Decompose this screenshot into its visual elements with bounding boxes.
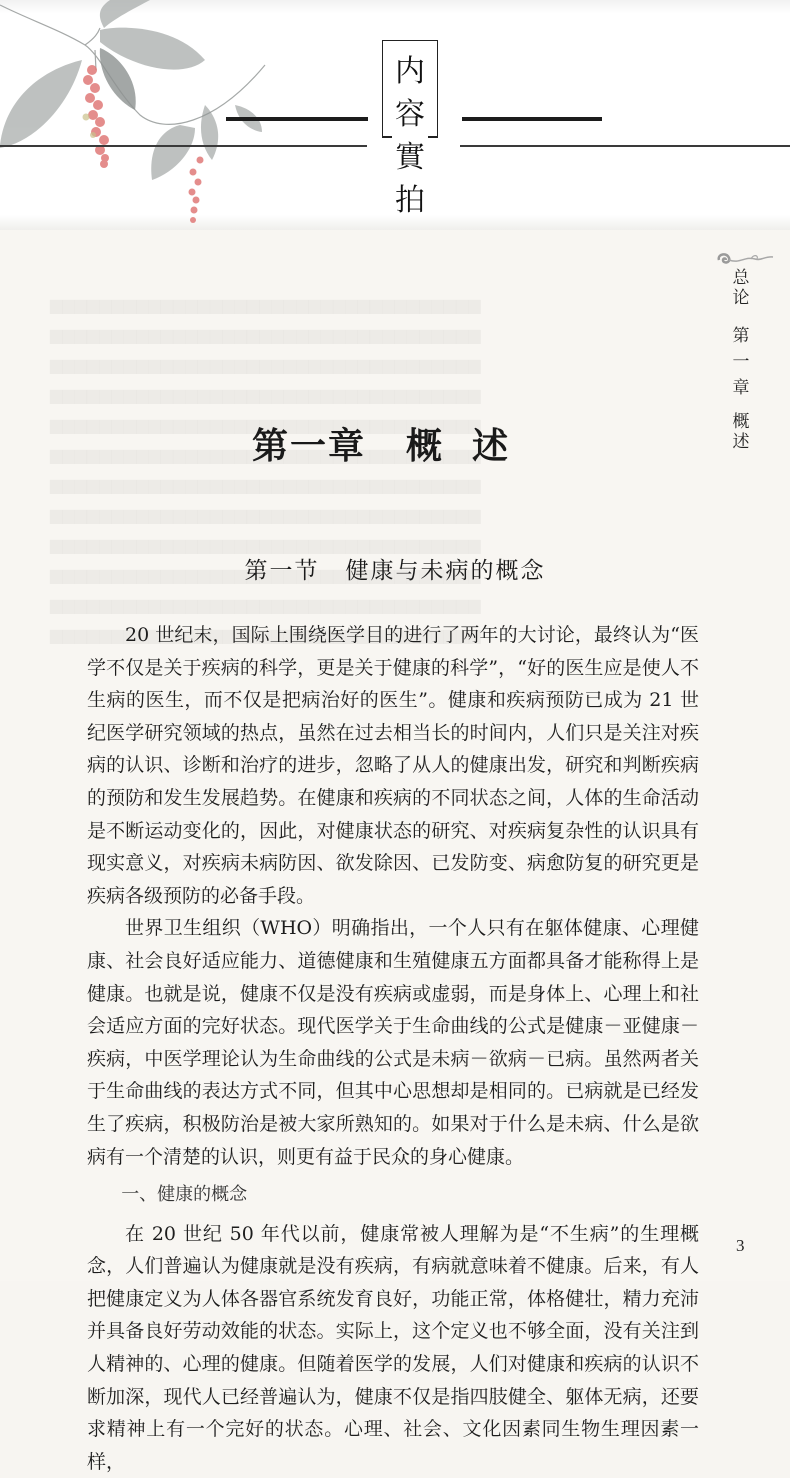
running-head-char: 章 bbox=[732, 378, 750, 398]
bleed-through-text bbox=[50, 290, 690, 650]
header-title bbox=[389, 50, 431, 222]
header-title-char: 拍 bbox=[395, 183, 425, 218]
running-head-char: 第 bbox=[732, 326, 750, 346]
header-rule-left-thick bbox=[226, 117, 368, 121]
leaf-berry-decoration-icon bbox=[0, 0, 290, 230]
chapter-number: 第一章 bbox=[251, 425, 366, 467]
chapter-title bbox=[0, 418, 790, 469]
running-head-char: 概 bbox=[732, 412, 750, 432]
paragraph: 在 20 世纪 50 年代以前，健康常被人理解为是“不生病”的生理概念，人们普遍认为健康就是没有疾病，有病就意味着不健康。后来，有人把健康定义为人体各器官系统发育良好，功能正常，体格健壮，精力充沛并具备良好劳动效能的状态。实际上，这个定义也不够全面，没有关注到人精神的、心理的健康。但随着医学的发展，人们对健康和疾病的认识不断加深，现代人已经普遍认为，健康不仅是指四肢健全、躯体无病，还要求精神上有一个完好的状态。心理、社会、文化因素同生物生理因素一样， bbox=[87, 1222, 699, 1473]
header-title-char: 容 bbox=[395, 97, 425, 132]
header-title-char: 實 bbox=[395, 140, 425, 175]
header-banner bbox=[0, 0, 790, 230]
body-text bbox=[87, 619, 699, 1478]
running-head-char: 总 bbox=[732, 268, 750, 288]
subheading: 一、健康的概念 bbox=[121, 1184, 248, 1206]
running-head-part bbox=[729, 268, 753, 308]
running-head-char: 述 bbox=[732, 432, 750, 452]
section-title bbox=[0, 552, 790, 585]
paragraph: 20 世纪末，国际上围绕医学目的进行了两年的大讨论，最终认为“医学不仅是关于疾病的科学，更是关于健康的科学”，“好的医生应是使人不生病的医生，而不仅是把病治好的医生”。健康和疾病预防已成为 21 世纪医学研究领域的热点，虽然在过去相当长的时间内，人们只是关注对疾病的认识、诊断和治疗的进步，忽略了从人的健康出发，研究和判断疾病的预防和发生发展趋势。在健康和疾病的不同状态之间，人体的生命活动是不断运动变化的，因此，对健康状态的研究、对疾病复杂性的认识具有现实意义，对疾病未病防因、欲发除因、已发防变、病愈防复的研究更是疾病各级预防的必备手段。 bbox=[87, 624, 699, 907]
header-rule-right-thick bbox=[462, 117, 602, 121]
running-head-char: 论 bbox=[732, 288, 750, 308]
page-number: 3 bbox=[736, 1236, 745, 1255]
section-name: 健康与未病的概念 bbox=[345, 558, 546, 584]
chapter-name: 概述 bbox=[406, 425, 539, 467]
running-head-part bbox=[729, 326, 753, 398]
header-rule-left-thin bbox=[0, 145, 367, 147]
paragraph: 世界卫生组织（WHO）明确指出，一个人只有在躯体健康、心理健康、社会良好适应能力、道德健康和生殖健康五方面都具备才能称得上是健康。也就是说，健康不仅是没有疾病或虚弱，而是身体上、心理上和社会适应方面的完好状态。现代医学关于生命曲线的公式是健康－亚健康－疾病，中医学理论认为生命曲线的公式是未病－欲病－已病。虽然两者关于生命曲线的表达方式不同，但其中心思想却是相同的。已病就是已经发生了疾病，积极防治是被大家所熟知的。如果对于什么是未病、什么是欲病有一个清楚的认识，则更有益于民众的身心健康。 bbox=[87, 917, 699, 1168]
running-head-char: 一 bbox=[732, 352, 750, 372]
header-rule-right-thin bbox=[460, 145, 790, 147]
header-title-char: 内 bbox=[395, 54, 425, 89]
section-number: 第一节 bbox=[244, 558, 320, 584]
cloud-ornament-icon bbox=[715, 250, 777, 270]
